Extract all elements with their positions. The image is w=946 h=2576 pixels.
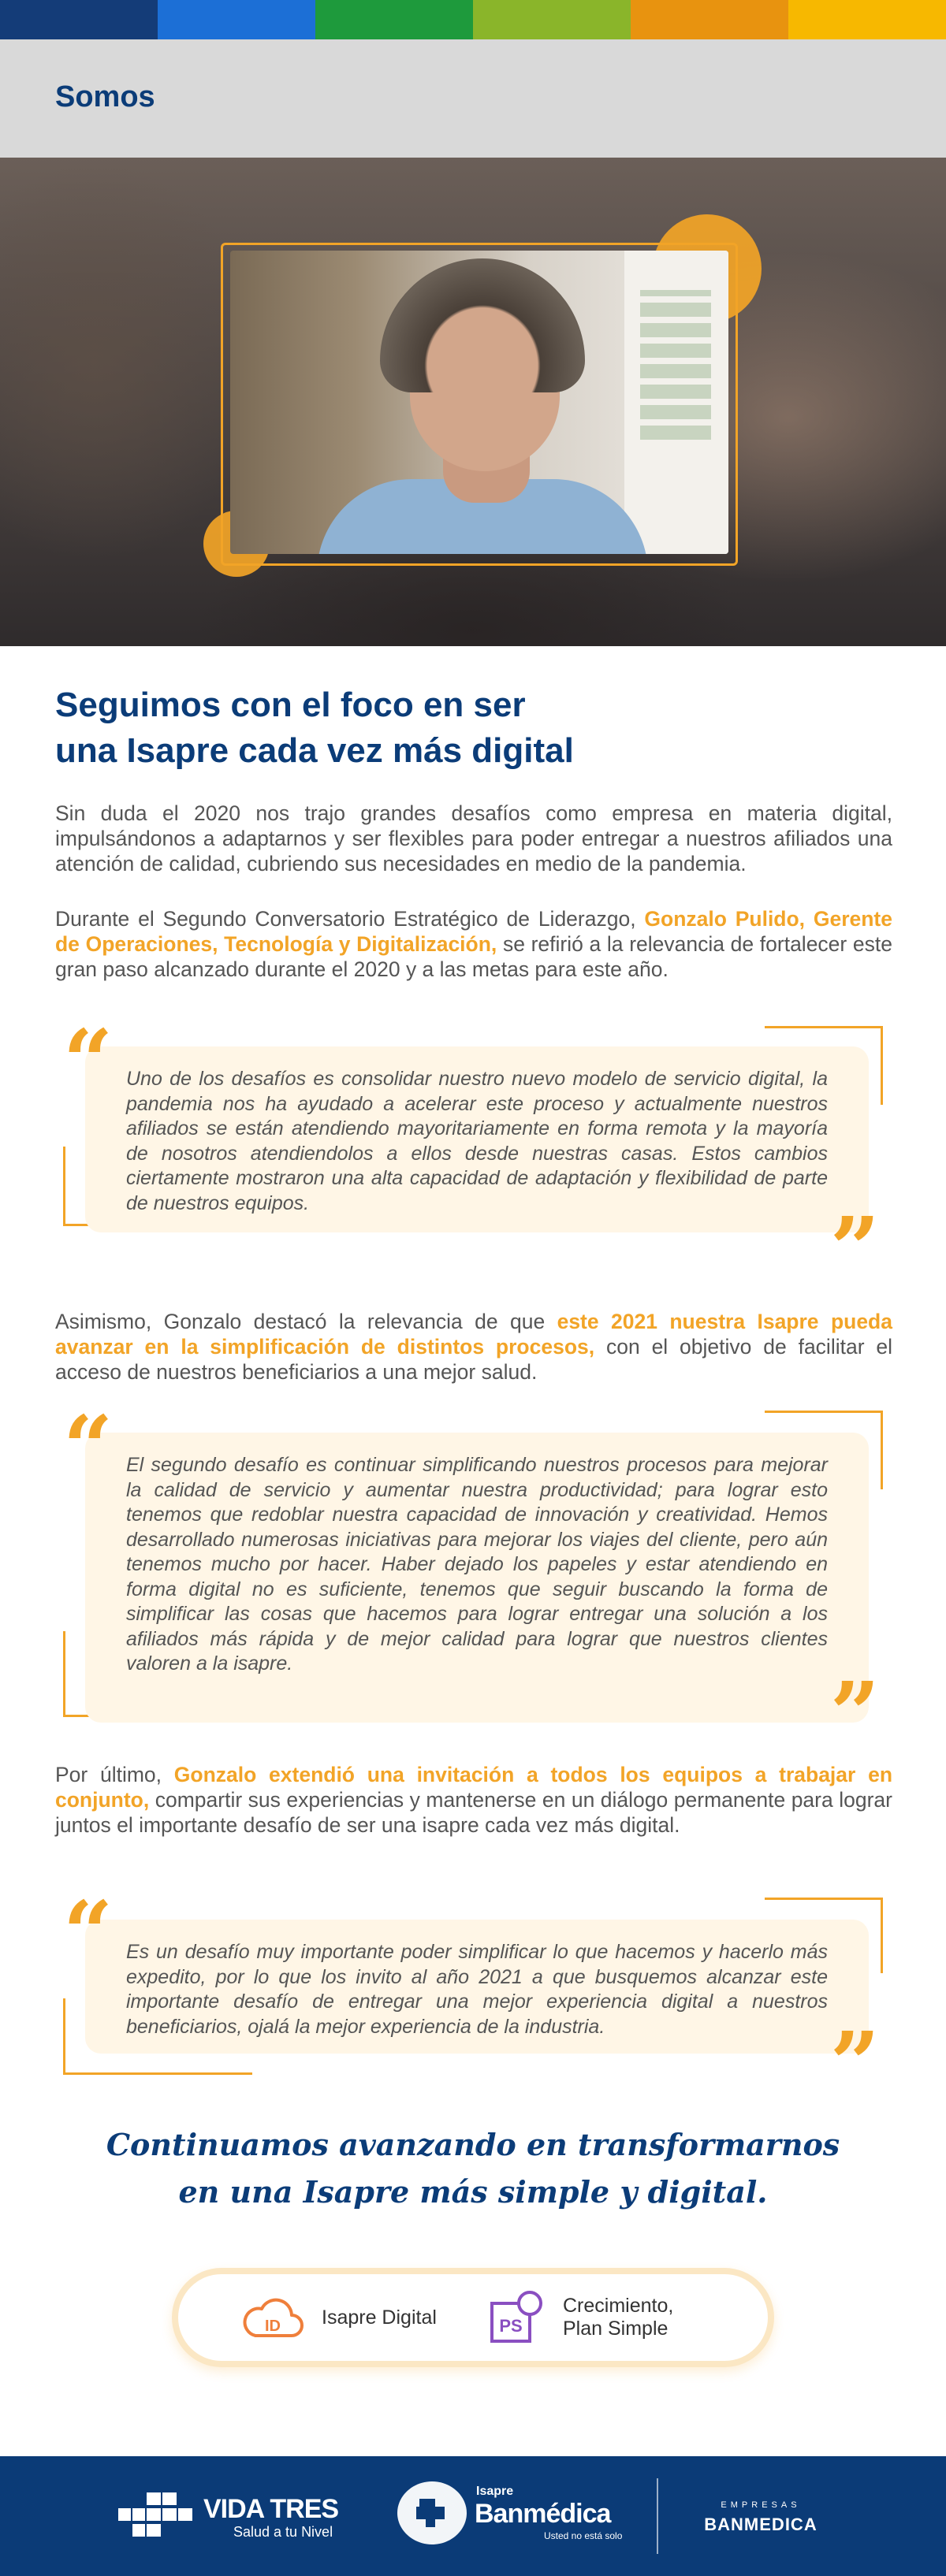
paragraph-4-text-b: compartir sus experiencias y mantenerse en un diálogo permanente para lograr juntos el importante desafío de ser una isapre cada vez más digital.	[55, 1788, 892, 1837]
empresas-banmedica-logo[interactable]	[694, 2500, 828, 2535]
section-title: Somos	[55, 80, 155, 113]
open-quote-icon: “	[63, 1010, 114, 1112]
strip-segment-2	[158, 0, 315, 39]
vidatres-cross-icon	[118, 2492, 194, 2537]
vidatres-name: VIDA TRES	[203, 2494, 339, 2524]
badge-crecimiento[interactable]	[489, 2274, 673, 2361]
close-quote-icon: ”	[829, 1198, 880, 1299]
paragraph-1: Sin duda el 2020 nos trajo grandes desafíos como empresa en materia digital, impulsándonos a adaptarnos y ser flexibles para poder entregar a nuestros afiliados una atención de calidad, cubriendo sus necesidades en medio de la pandemia.	[55, 801, 892, 875]
paragraph-2-highlight: Gonzalo Pulido, Gerente de Operaciones, Tecnología y Digitalización,	[55, 907, 892, 956]
hero-image	[0, 158, 946, 646]
quote-3-box	[85, 1920, 869, 2054]
article-title-line-2: una Isapre cada vez más digital	[55, 731, 574, 770]
quote-1-corner-top-v	[881, 1026, 883, 1105]
ps-icon	[489, 2289, 546, 2346]
quote-1-corner-top	[765, 1026, 883, 1028]
strip-segment-4	[473, 0, 631, 39]
initiatives-pill	[178, 2274, 768, 2361]
strip-segment-1	[0, 0, 158, 39]
strip-segment-5	[631, 0, 788, 39]
slogan-line-1: Continuamos avanzando en transformarnos	[106, 2127, 840, 2162]
banmedica-name: Banmédica	[475, 2499, 611, 2529]
quote-block-1	[55, 1010, 892, 1299]
close-quote-icon: ”	[829, 2013, 880, 2114]
empresas-name: BANMEDICA	[704, 2515, 818, 2534]
closing-slogan	[79, 2121, 867, 2216]
quote-1-text: Uno de los desafíos es consolidar nuestro nuevo modelo de servicio digital, la pandemia nos ha ayudado a acelerar este proceso y actualmente nuestros afiliados se están atendiendo mayoritariamente en forma remota y la mayoría de nosotros atendiendolos a ellos desde nuestras casas. Estos cambios ciertamente mostraron una alta capacidad de adaptación y flexibilidad de parte de nuestros equipos.	[126, 1068, 828, 1214]
quote-3-corner-bottom	[63, 2072, 252, 2075]
photo-wall-frames	[640, 290, 711, 440]
paragraph-3-highlight: este 2021 nuestra Isapre pueda avanzar en la simplificación de distintos procesos,	[55, 1310, 892, 1359]
paragraph-3	[55, 1309, 892, 1385]
cloud-id-icon	[241, 2295, 304, 2340]
quote-block-2	[55, 1396, 892, 1764]
open-quote-icon: “	[63, 1882, 114, 1983]
article-title	[55, 682, 686, 774]
paragraph-2-text-a: Durante el Segundo Conversatorio Estratégico de Liderazgo,	[55, 907, 645, 931]
paragraph-2	[55, 906, 892, 982]
paragraph-4	[55, 1762, 892, 1838]
paragraph-3-text-a: Asimismo, Gonzalo destacó la relevancia de que	[55, 1310, 557, 1333]
quote-3-corner-top	[765, 1898, 883, 1900]
paragraph-4-text-a: Por último,	[55, 1763, 174, 1786]
quote-1-corner-bottom-v	[63, 1147, 65, 1225]
color-strip	[0, 0, 946, 39]
badge-label-crecimiento	[563, 2295, 673, 2340]
paragraph-4-highlight: Gonzalo extendió una invitación a todos los equipos a trabajar en conjunto,	[55, 1763, 893, 1812]
quote-2-box	[85, 1433, 869, 1723]
video-call-photo	[230, 251, 728, 554]
close-quote-icon: ”	[829, 1663, 880, 1764]
banmedica-cross-icon	[396, 2480, 468, 2546]
vidatres-tagline: Salud a tu Nivel	[233, 2524, 333, 2540]
badge-label-isapre-digital: Isapre Digital	[322, 2306, 437, 2329]
badge-isapre-digital[interactable]	[241, 2274, 437, 2361]
open-quote-icon: “	[63, 1396, 114, 1498]
quote-3-corner-top-v	[881, 1898, 883, 1973]
article-title-line-1: Seguimos con el foco en ser	[55, 686, 526, 724]
footer-divider	[657, 2478, 658, 2554]
quote-2-corner-top-v	[881, 1411, 883, 1489]
paragraph-2-text-b: se refirió a la relevancia de fortalecer este gran paso alcanzado durante el 2020 y a las metas para este año.	[55, 932, 892, 981]
strip-segment-3	[315, 0, 473, 39]
photo-hair	[380, 258, 585, 392]
section-header	[0, 39, 946, 158]
badge-label-crecimiento-line-2: Plan Simple	[563, 2318, 669, 2340]
banmedica-prefix: Isapre	[476, 2485, 514, 2498]
ps-icon-text: PS	[499, 2316, 523, 2336]
quote-1-box	[85, 1046, 869, 1232]
quote-2-corner-bottom-v	[63, 1631, 65, 1716]
cloud-id-icon-text: ID	[265, 2318, 281, 2335]
quote-block-3	[55, 1882, 892, 2114]
strip-segment-6	[788, 0, 946, 39]
paragraph-3-text-b: con el objetivo de facilitar el acceso de nuestros beneficiarios a una mejor salud.	[55, 1335, 893, 1384]
quote-2-text: El segundo desafío es continuar simplificando nuestros procesos para mejorar la calidad de servicio y aumentar nuestra productividad; para lograr esto tenemos que redoblar nuestra capacidad de innovación y creatividad. Hemos desarrollado numerosas iniciativas para mejorar los viajes del cliente, pero aún tenemos mucho por hacer. Haber dejado los papeles y estar atendiendo en forma digital no es suficiente, tenemos que seguir buscando la forma de simplificar las cosas que hacemos para lograr entregar una solución a los afiliados más rápida y de mejor calidad para lograr que nuestros clientes valoren a la isapre.	[126, 1454, 828, 1675]
quote-2-corner-top	[765, 1411, 883, 1413]
footer	[0, 2456, 946, 2576]
quote-3-text: Es un desafío muy importante poder simplificar lo que hacemos y hacerlo más expedito, por lo que los invito al año 2021 a que busquemos alcanzar este importante desafío de entregar una mejor experiencia digital a nuestros beneficiarios, ojalá la mejor experiencia de la industria.	[126, 1941, 828, 2038]
banmedica-tagline: Usted no está solo	[544, 2530, 623, 2541]
slogan-line-2: en una Isapre más simple y digital.	[178, 2174, 768, 2210]
quote-3-corner-bottom-v	[63, 1998, 65, 2074]
badge-label-crecimiento-line-1: Crecimiento,	[563, 2295, 674, 2317]
empresas-prefix: EMPRESAS	[721, 2500, 801, 2510]
